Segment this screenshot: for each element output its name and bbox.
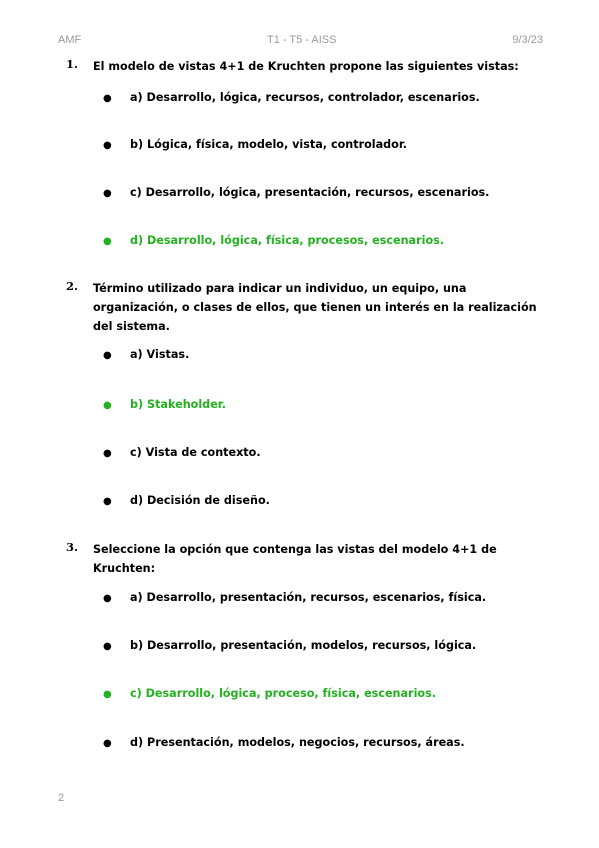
bullet-icon: ● (103, 140, 112, 151)
header-date: 9/3/23 (512, 34, 543, 46)
question-text: Seleccione la opción que contenga las vistas del modelo 4+1 de Kruchten: (93, 543, 497, 575)
option-label: a) Vistas. (130, 348, 190, 361)
option-label: c) Desarrollo, lógica, presentación, recursos, escenarios. (130, 186, 490, 199)
option-3d (103, 736, 465, 749)
header-title: T1 - T5 - AISS (267, 34, 337, 46)
option-label: d) Desarrollo, lógica, física, procesos, escenarios. (130, 234, 445, 247)
option-label: a) Desarrollo, lógica, recursos, controlador, escenarios. (130, 91, 480, 104)
question-number: 1. (66, 57, 79, 71)
option-label: c) Vista de contexto. (130, 446, 261, 459)
question-text: El modelo de vistas 4+1 de Kruchten propone las siguientes vistas: (93, 60, 519, 73)
option-2d (103, 494, 270, 507)
bullet-icon: ● (103, 738, 112, 749)
option-2b-correct (103, 398, 226, 411)
bullet-icon: ● (103, 236, 112, 247)
option-1d-correct (103, 234, 444, 247)
bullet-icon: ● (103, 93, 112, 104)
question-3 (66, 540, 546, 578)
option-1b (103, 138, 407, 151)
question-2 (66, 279, 546, 336)
bullet-icon: ● (103, 689, 112, 700)
bullet-icon: ● (103, 448, 112, 459)
question-text: Término utilizado para indicar un individuo, un equipo, una organización, o clases de ellos, que tienen un interés en la realización del sistema. (93, 282, 537, 333)
option-3a (103, 591, 486, 604)
option-label: c) Desarrollo, lógica, proceso, física, escenarios. (130, 687, 437, 700)
question-1 (66, 57, 546, 76)
bullet-icon: ● (103, 188, 112, 199)
bullet-icon: ● (103, 400, 112, 411)
option-label: d) Decisión de diseño. (130, 494, 270, 507)
page-header (58, 34, 543, 50)
bullet-icon: ● (103, 350, 112, 361)
header-author: AMF (58, 34, 82, 46)
option-label: d) Presentación, modelos, negocios, recursos, áreas. (130, 736, 465, 749)
option-3c-correct (103, 687, 436, 700)
option-label: b) Lógica, física, modelo, vista, controlador. (130, 138, 408, 151)
bullet-icon: ● (103, 496, 112, 507)
option-label: b) Stakeholder. (130, 398, 226, 411)
option-3b (103, 639, 476, 652)
option-label: a) Desarrollo, presentación, recursos, escenarios, física. (130, 591, 487, 604)
option-1a (103, 91, 480, 104)
option-2c (103, 446, 261, 459)
question-number: 2. (66, 279, 79, 293)
option-2a (103, 348, 189, 361)
bullet-icon: ● (103, 593, 112, 604)
option-label: b) Desarrollo, presentación, modelos, recursos, lógica. (130, 639, 477, 652)
option-1c (103, 186, 489, 199)
bullet-icon: ● (103, 641, 112, 652)
question-number: 3. (66, 540, 79, 554)
page-number: 2 (58, 792, 65, 804)
